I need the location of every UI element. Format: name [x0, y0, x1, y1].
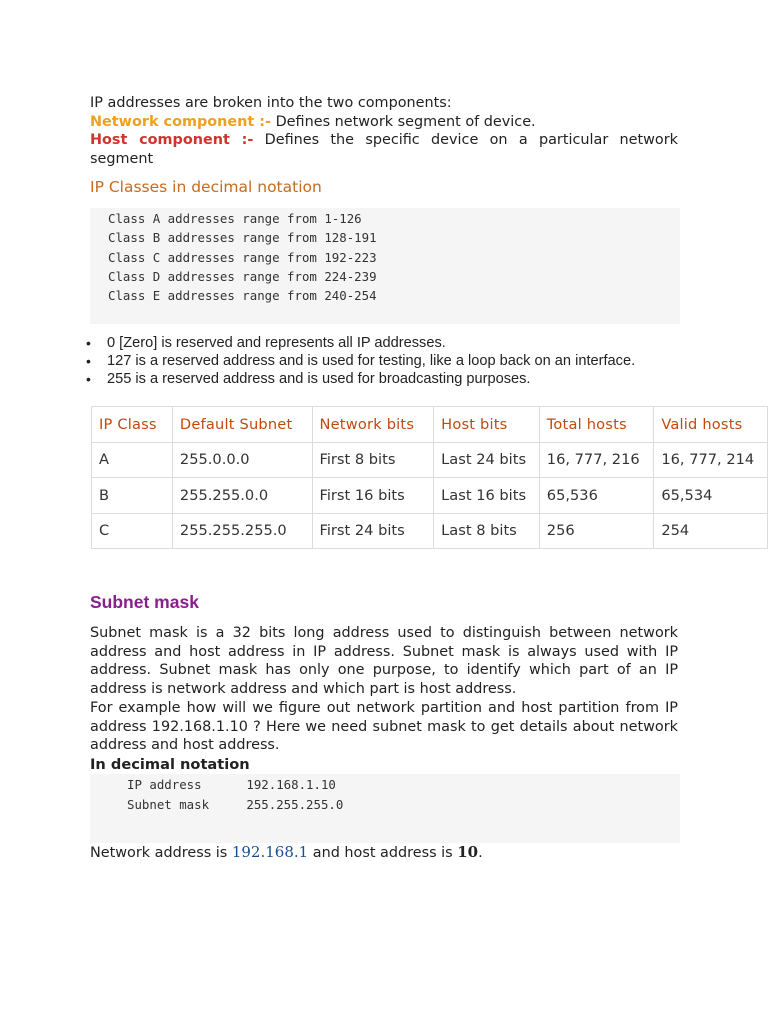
table-row: [92, 442, 768, 478]
code-line: Class B addresses range from 128-191: [108, 230, 377, 246]
table-row: [92, 513, 768, 549]
ip-classes-heading: IP Classes in decimal notation: [90, 178, 322, 196]
host-component-label: Host component :-: [90, 132, 254, 148]
column-header: Total hosts: [539, 407, 654, 443]
code-line: Subnet mask 255.255.255.0: [127, 796, 344, 812]
code-line: IP address 192.168.1.10: [127, 777, 336, 792]
host-address-value: 10: [457, 843, 479, 861]
subnet-code-block: [90, 774, 680, 843]
table-cell: 255.255.0.0: [172, 478, 312, 514]
code-line: Class E addresses range from 240-254: [108, 288, 377, 304]
column-header: Default Subnet: [172, 407, 312, 443]
result-prefix: Network address is: [90, 845, 232, 861]
table-cell: 65,534: [654, 478, 768, 514]
code-line: Class A addresses range from 1-126: [108, 211, 362, 226]
host-component-line: [90, 131, 678, 168]
table-cell: 254: [654, 513, 768, 549]
intro-line: IP addresses are broken into the two components:: [90, 95, 452, 111]
ip-class-table: [91, 406, 768, 549]
column-header: Network bits: [312, 407, 434, 443]
table-cell: B: [92, 478, 173, 514]
column-header: Valid hosts: [654, 407, 768, 443]
subnet-mask-paragraph: Subnet mask is a 32 bits long address used to distinguish between network address and host address in IP address. Subnet mask is always used with IP address. Subnet mask has only one purpose, to identify which part of an IP address is network address and which part is host address.: [90, 625, 678, 697]
table-cell: First 16 bits: [312, 478, 434, 514]
reserved-addresses-list: [90, 334, 680, 388]
table-cell: 255.255.255.0: [172, 513, 312, 549]
table-cell: A: [92, 442, 173, 478]
subnet-mask-heading: Subnet mask: [90, 592, 199, 612]
table-cell: Last 8 bits: [434, 513, 540, 549]
code-line: Class C addresses range from 192-223: [108, 249, 377, 265]
table-cell: 256: [539, 513, 654, 549]
table-cell: Last 16 bits: [434, 478, 540, 514]
list-item: • 0 [Zero] is reserved and represents all IP addresses.: [90, 334, 680, 352]
list-item: • 255 is a reserved address and is used for broadcasting purposes.: [90, 370, 680, 388]
table-cell: First 8 bits: [312, 442, 434, 478]
table-header-row: [92, 407, 768, 443]
host-component-desc: Defines the specific device on a particular network segment: [90, 132, 678, 167]
table-cell: Last 24 bits: [434, 442, 540, 478]
list-item: • 127 is a reserved address and is used for testing, like a loop back on an interface.: [90, 352, 680, 370]
network-component-line: [90, 113, 678, 132]
table-cell: First 24 bits: [312, 513, 434, 549]
subnet-example-paragraph: For example how will we figure out network partition and host partition from IP address 192.168.1.10 ? Here we need subnet mask to get details about network address and host address.: [90, 700, 678, 754]
table-cell: 16, 777, 214: [654, 442, 768, 478]
column-header: IP Class: [92, 407, 173, 443]
table-cell: 255.0.0.0: [172, 442, 312, 478]
column-header: Host bits: [434, 407, 540, 443]
result-middle: and host address is: [308, 845, 458, 861]
network-component-desc: Defines network segment of device.: [271, 113, 536, 130]
code-line: Class D addresses range from 224-239: [108, 268, 377, 284]
network-address-value: 192.168.1: [231, 843, 309, 861]
decimal-notation-heading: In decimal notation: [90, 756, 250, 773]
result-suffix: .: [478, 845, 483, 861]
table-cell: 65,536: [539, 478, 654, 514]
table-row: [92, 478, 768, 514]
table-cell: 16, 777, 216: [539, 442, 654, 478]
network-component-label: Network component :-: [90, 113, 272, 130]
ip-classes-code-block: [90, 208, 680, 324]
network-host-result: [90, 843, 678, 863]
table-cell: C: [92, 513, 173, 549]
